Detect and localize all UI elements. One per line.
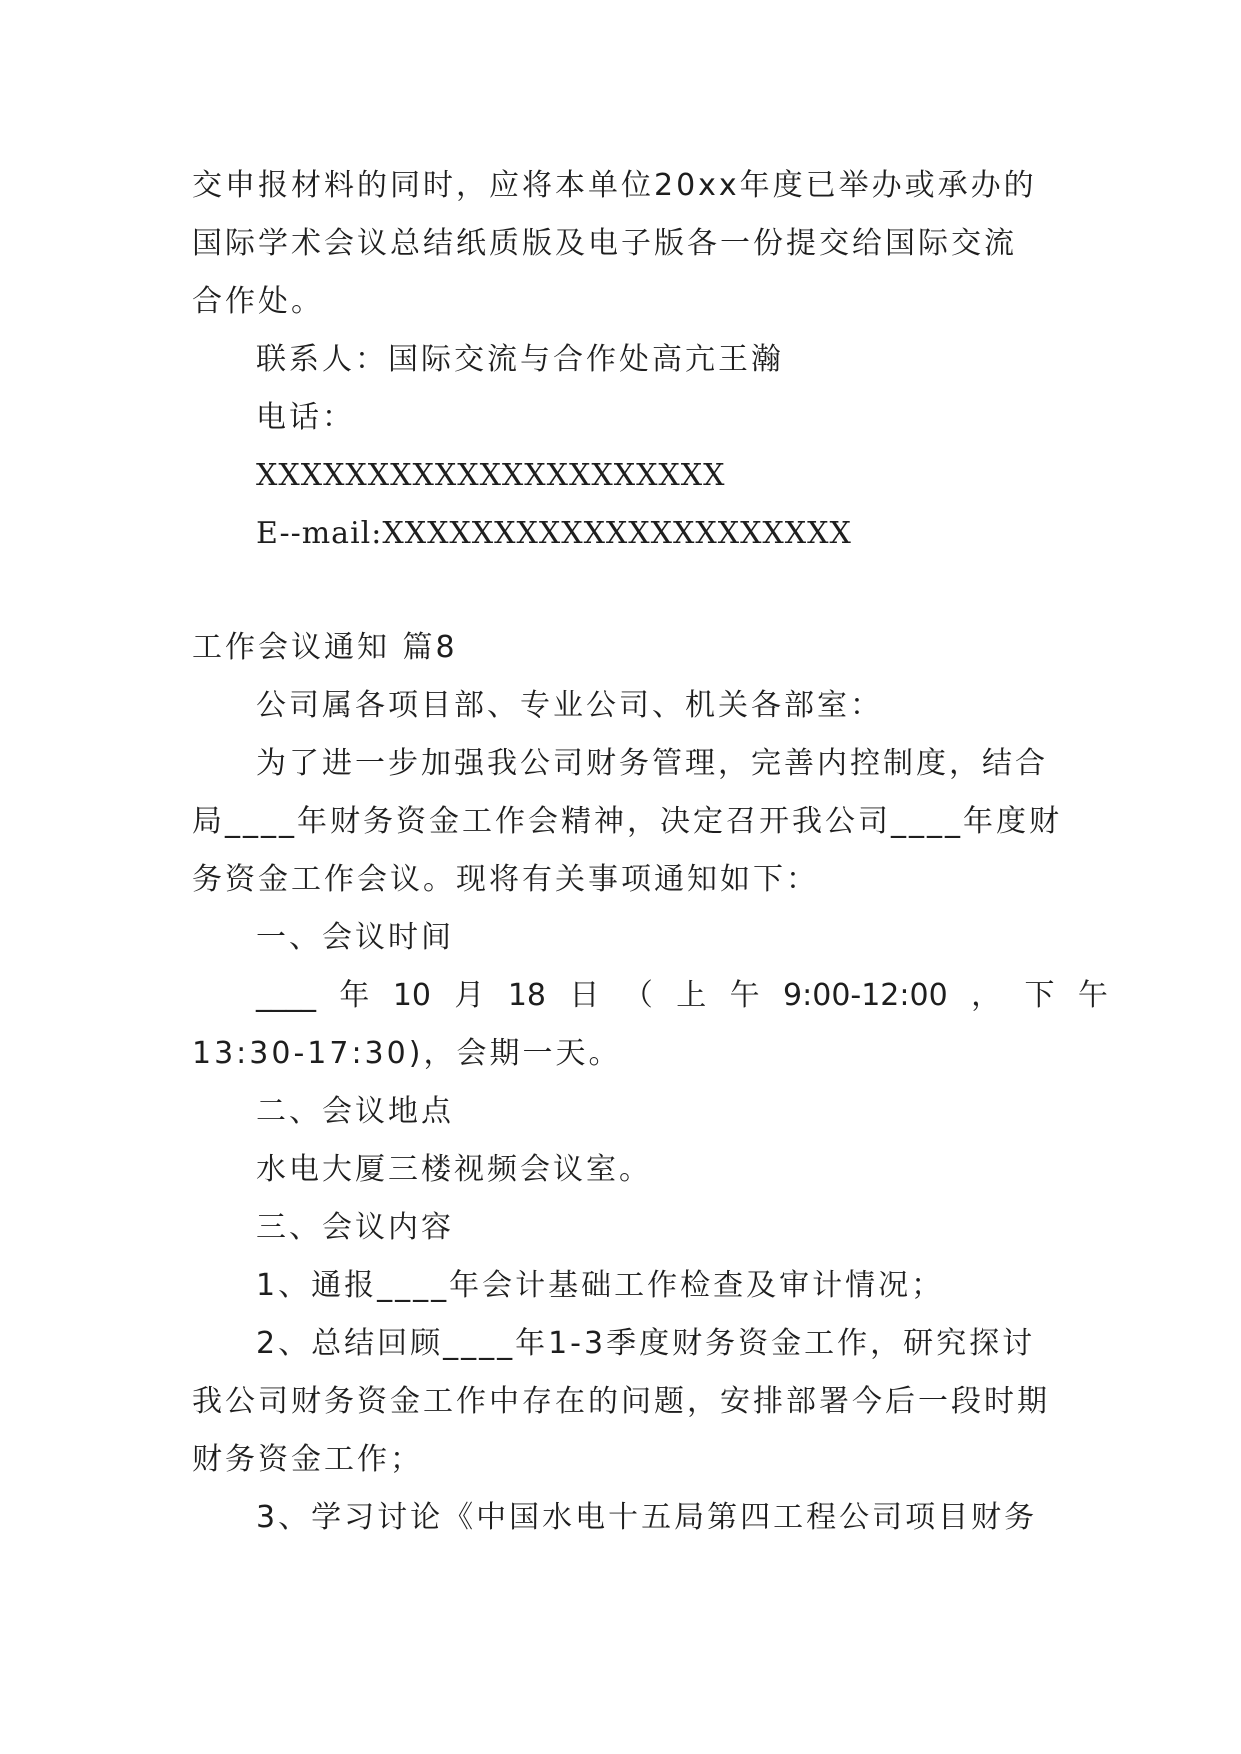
place-text: 水电大厦三楼视频会议室。 xyxy=(256,1152,652,1187)
time-line xyxy=(256,976,1108,1016)
phone-value: XXXXXXXXXXXXXXXXXXXXX xyxy=(256,458,726,493)
time-token: 10 xyxy=(392,978,431,1013)
paragraph-line: 交申报材料的同时，应将本单位20xx年度已举办或承办的 xyxy=(192,168,1037,203)
time-token: 年 xyxy=(339,978,370,1013)
content-item-1: 1、通报____年会计基础工作检查及审计情况； xyxy=(256,1268,945,1303)
phone-label: 电话： xyxy=(256,400,355,435)
content-item-2: 2、总结回顾____年1-3季度财务资金工作，研究探讨 xyxy=(256,1326,1036,1361)
time-line-2: 13:30-17:30)，会期一天。 xyxy=(192,1036,622,1071)
intro-line: 局____年财务资金工作会精神，决定召开我公司____年度财 xyxy=(192,804,1062,839)
intro-line: 务资金工作会议。现将有关事项通知如下： xyxy=(192,862,819,897)
time-token: 午 xyxy=(729,978,760,1013)
intro-line: 为了进一步加强我公司财务管理，完善内控制度，结合 xyxy=(256,746,1048,781)
content-item-2-cont: 财务资金工作； xyxy=(192,1442,423,1477)
time-token: 18 xyxy=(507,978,546,1013)
time-token: （ xyxy=(622,978,653,1013)
time-token: 午 xyxy=(1077,978,1108,1013)
content-item-2-cont: 我公司财务资金工作中存在的问题，安排部署今后一段时期 xyxy=(192,1384,1050,1419)
time-token: 月 xyxy=(454,978,485,1013)
time-token: 下 xyxy=(1024,978,1055,1013)
time-token: 9:00-12:00 xyxy=(783,978,948,1013)
salutation: 公司属各项目部、专业公司、机关各部室： xyxy=(256,688,883,723)
time-token: 上 xyxy=(676,978,707,1013)
time-heading: 一、会议时间 xyxy=(256,920,454,955)
time-token: 日 xyxy=(569,978,600,1013)
time-token: ， xyxy=(971,978,1002,1013)
place-heading: 二、会议地点 xyxy=(256,1094,454,1129)
content-heading: 三、会议内容 xyxy=(256,1210,454,1245)
time-token: ____ xyxy=(256,978,316,1013)
email-line: E--mail:XXXXXXXXXXXXXXXXXXXXX xyxy=(256,516,852,551)
content-item-3: 3、学习讨论《中国水电十五局第四工程公司项目财务 xyxy=(256,1500,1038,1535)
paragraph-line: 合作处。 xyxy=(192,284,324,319)
section-heading: 工作会议通知 篇8 xyxy=(192,630,458,665)
paragraph-line: 国际学术会议总结纸质版及电子版各一份提交给国际交流 xyxy=(192,226,1017,261)
contact-line: 联系人：国际交流与合作处高亢王瀚 xyxy=(256,342,784,377)
